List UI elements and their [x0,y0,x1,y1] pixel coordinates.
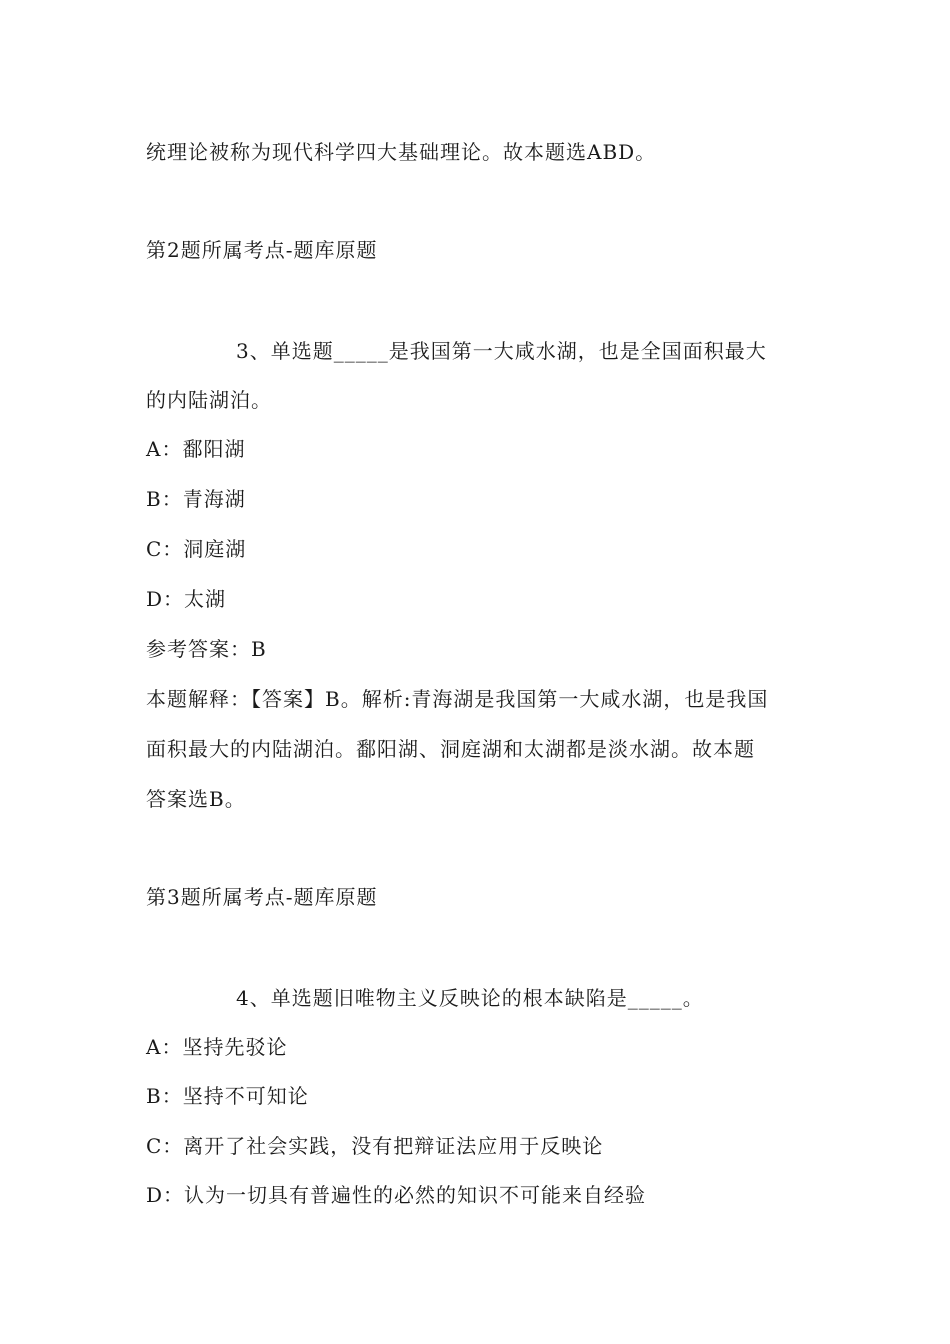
q3-option-b: B：青海湖 [146,487,246,511]
q3-stem-line2: 的内陆湖泊。 [146,388,272,412]
q4-option-d: D：认为一切具有普遍性的必然的知识不可能来自经验 [146,1183,647,1207]
q4-option-c: C：离开了社会实践，没有把辩证法应用于反映论 [146,1134,604,1158]
q2-topic: 第2题所属考点-题库原题 [146,238,378,262]
q3-answer: 参考答案：B [146,637,267,661]
q3-explanation-line3: 答案选B。 [146,787,246,811]
q3-option-a: A：鄱阳湖 [146,437,246,461]
q3-option-c: C：洞庭湖 [146,537,247,561]
q3-explanation-line2: 面积最大的内陆湖泊。鄱阳湖、洞庭湖和太湖都是淡水湖。故本题 [146,737,755,761]
q4-stem: 4、单选题旧唯物主义反映论的根本缺陷是_____。 [236,986,704,1010]
q3-topic: 第3题所属考点-题库原题 [146,885,378,909]
q3-option-d: D：太湖 [146,587,227,611]
q4-option-a: A：坚持先驳论 [146,1035,288,1059]
q2-explanation-tail: 统理论被称为现代科学四大基础理论。故本题选ABD。 [146,140,657,164]
q3-explanation-line1: 本题解释：【答案】B。解析:青海湖是我国第一大咸水湖，也是我国 [146,687,769,711]
q3-stem-line1: 3、单选题_____是我国第一大咸水湖，也是全国面积最大 [236,339,767,363]
q4-option-b: B：坚持不可知论 [146,1084,309,1108]
